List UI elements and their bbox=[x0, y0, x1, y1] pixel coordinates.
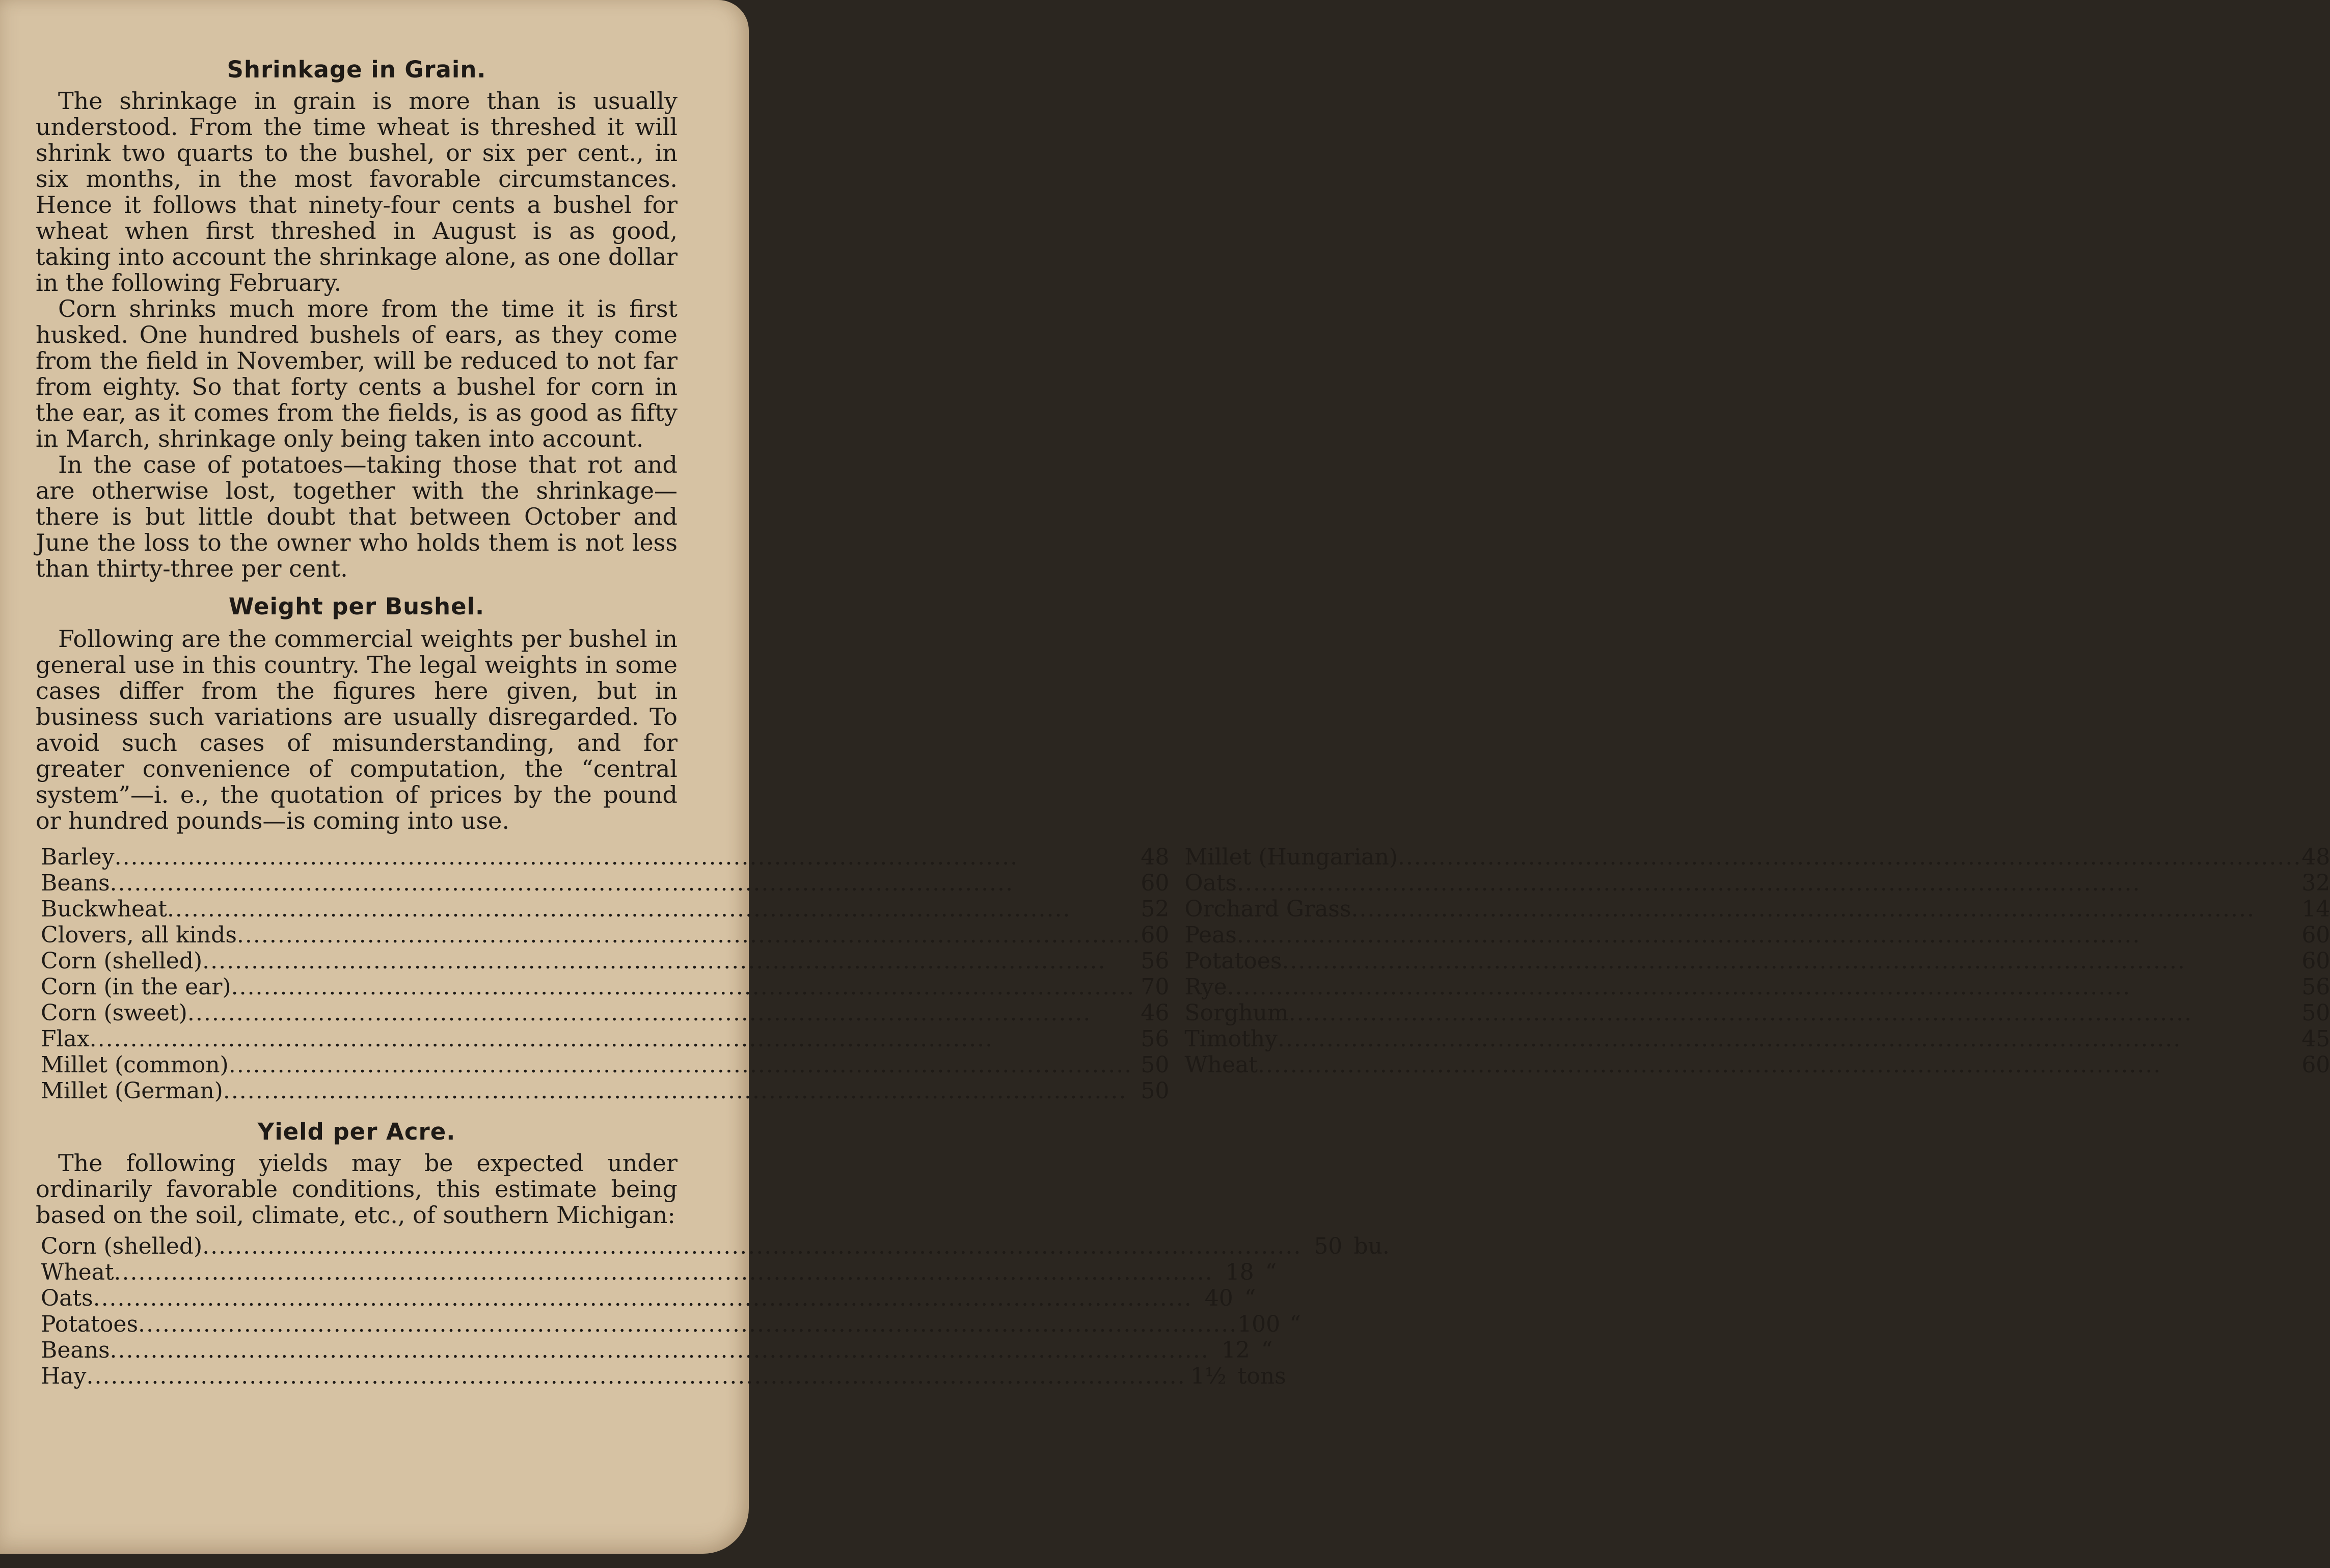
leader-dots bbox=[231, 974, 1141, 1000]
weight-item-value: 32 bbox=[2301, 870, 2330, 896]
weight-item-value: 60 bbox=[1141, 870, 1170, 896]
yield-item-name: Hay bbox=[41, 1363, 87, 1389]
weight-row bbox=[41, 922, 1169, 948]
yield-item-unit: bu. bbox=[1353, 1233, 1390, 1259]
weight-item-name: Millet (common) bbox=[41, 1052, 229, 1078]
yield-item-unit: “ bbox=[1265, 1259, 1277, 1285]
weight-item-value: 50 bbox=[1141, 1052, 1170, 1078]
leader-dots bbox=[237, 922, 1141, 948]
weight-item-value: 50 bbox=[1141, 1078, 1170, 1104]
leader-dots bbox=[115, 844, 1141, 870]
weight-row bbox=[41, 948, 1169, 974]
weight-item-name: Sorghum bbox=[1184, 1000, 1289, 1026]
weight-item-value: 14 bbox=[2301, 896, 2330, 922]
yield-item-qty: 40 bbox=[1204, 1285, 1233, 1311]
leader-dots bbox=[90, 1026, 1141, 1052]
leader-dots bbox=[1237, 870, 2301, 896]
weight-item-value: 48 bbox=[1141, 844, 1170, 870]
yield-row bbox=[41, 1311, 1301, 1337]
shrinkage-paragraph-2: Corn shrinks much more from the time it is first husked. One hundred bushels of ears, as they come from the field in November, will be reduced to not far from eighty. So that forty cents a bushel for corn in the ear, as it comes from the fields, is as good as fifty in March, shrinkage only being taken into account. bbox=[36, 295, 678, 452]
weight-row bbox=[1184, 1052, 2330, 1078]
yield-item-name: Potatoes bbox=[41, 1311, 139, 1337]
weight-row bbox=[41, 844, 1169, 870]
shrinkage-paragraph-3: In the case of potatoes—taking those that rot and are otherwise lost, together with the shrinkage—there is but little doubt that between October and June the loss to the owner who holds them is not less than thirty-three per cent. bbox=[36, 451, 678, 582]
weight-row bbox=[41, 974, 1169, 1000]
section-title-shrinkage: Shrinkage in Grain. bbox=[227, 56, 486, 83]
weight-item-value: 50 bbox=[2301, 1000, 2330, 1026]
weight-table bbox=[41, 844, 2330, 1104]
weight-row bbox=[1184, 870, 2330, 896]
weight-item-name: Beans bbox=[41, 870, 110, 896]
shrinkage-paragraph-1: The shrinkage in grain is more than is usually understood. From the time wheat is threshed it will shrink two quarts to the bushel, or six per cent., in six months, in the most favorable circumstances. Hence it follows that ninety-four cents a bushel for wheat when first threshed in August is as good, taking into account the shrinkage alone, as one dollar in the following February. bbox=[36, 87, 678, 296]
yield-item-qty: 50 bbox=[1314, 1233, 1343, 1259]
yield-item-qty: 1½ bbox=[1190, 1363, 1227, 1389]
leader-dots bbox=[86, 1363, 1185, 1389]
weight-item-value: 60 bbox=[1141, 922, 1170, 948]
leader-dots bbox=[93, 1285, 1193, 1311]
weight-row bbox=[41, 1026, 1169, 1052]
weight-item-name: Potatoes bbox=[1184, 948, 1282, 974]
leader-dots bbox=[1258, 1052, 2301, 1078]
leader-dots bbox=[202, 1233, 1302, 1259]
weight-item-name: Peas bbox=[1184, 922, 1237, 948]
weight-item-name: Millet (German) bbox=[41, 1078, 223, 1104]
weight-row bbox=[1184, 1026, 2330, 1052]
leader-dots bbox=[1227, 974, 2302, 1000]
yield-table bbox=[41, 1233, 1390, 1389]
weight-item-name: Wheat bbox=[1184, 1052, 1258, 1078]
yield-row bbox=[41, 1259, 1277, 1285]
leader-dots bbox=[202, 948, 1141, 974]
weight-item-value: 56 bbox=[2301, 974, 2330, 1000]
leader-dots bbox=[1398, 844, 2301, 870]
weight-row bbox=[41, 870, 1169, 896]
weight-item-value: 70 bbox=[1141, 974, 1170, 1000]
page-content bbox=[36, 56, 2330, 1389]
weight-row bbox=[1184, 922, 2330, 948]
weight-item-name: Orchard Grass bbox=[1184, 896, 1351, 922]
yield-paragraph: The following yields may be expected under ordinarily favorable conditions, this estimate being based on the soil, climate, etc., of southern Michigan: bbox=[36, 1149, 678, 1229]
leader-dots bbox=[1351, 896, 2301, 922]
weight-row bbox=[41, 1000, 1169, 1026]
yield-row bbox=[41, 1233, 1390, 1259]
weight-column-left bbox=[41, 844, 1169, 1104]
yield-item-qty: 12 bbox=[1221, 1337, 1250, 1363]
leader-dots bbox=[1278, 1026, 2301, 1052]
yield-item-qty: 100 bbox=[1237, 1311, 1281, 1337]
weight-item-name: Flax bbox=[41, 1026, 90, 1052]
leader-dots bbox=[223, 1078, 1141, 1104]
weight-item-value: 56 bbox=[1141, 1026, 1170, 1052]
weight-row bbox=[1184, 896, 2330, 922]
weight-row bbox=[41, 1052, 1169, 1078]
yield-item-unit: “ bbox=[1244, 1285, 1256, 1311]
weight-item-value: 60 bbox=[2301, 922, 2330, 948]
section-title-weight: Weight per Bushel. bbox=[228, 593, 485, 620]
leader-dots bbox=[110, 870, 1141, 896]
weight-item-name: Buckwheat bbox=[41, 896, 167, 922]
weight-item-value: 52 bbox=[1141, 896, 1170, 922]
weight-item-value: 46 bbox=[1141, 1000, 1170, 1026]
leader-dots bbox=[1282, 948, 2301, 974]
weight-item-name: Corn (shelled) bbox=[41, 948, 203, 974]
yield-row bbox=[41, 1337, 1273, 1363]
weight-paragraph: Following are the commercial weights per bushel in general use in this country. The legal weights in some cases differ from the figures here given, but in business such variations are usually disregarded. To avoid such cases of misunderstanding, and for greater convenience of computation, the “central system”—i. e., the quotation of prices by the pound or hundred pounds—is coming into use. bbox=[36, 625, 678, 834]
yield-item-unit: tons bbox=[1237, 1363, 1286, 1389]
section-title-yield: Yield per Acre. bbox=[257, 1118, 456, 1145]
yield-item-name: Beans bbox=[41, 1337, 110, 1363]
yield-item-name: Oats bbox=[41, 1285, 93, 1311]
yield-row bbox=[41, 1285, 1256, 1311]
weight-item-name: Corn (sweet) bbox=[41, 1000, 187, 1026]
leader-dots bbox=[1237, 922, 2301, 948]
yield-item-name: Corn (shelled) bbox=[41, 1233, 203, 1259]
weight-row bbox=[41, 896, 1169, 922]
weight-row bbox=[1184, 1000, 2330, 1026]
weight-item-value: 56 bbox=[1141, 948, 1170, 974]
leader-dots bbox=[187, 1000, 1141, 1026]
weight-item-name: Barley bbox=[41, 844, 115, 870]
yield-item-unit: “ bbox=[1261, 1337, 1273, 1363]
weight-item-name: Timothy bbox=[1184, 1026, 1278, 1052]
weight-item-name: Millet (Hungarian) bbox=[1184, 844, 1398, 870]
leader-dots bbox=[1289, 1000, 2302, 1026]
leader-dots bbox=[114, 1259, 1213, 1285]
weight-column-right bbox=[1184, 844, 2330, 1104]
weight-item-name: Clovers, all kinds bbox=[41, 922, 237, 948]
weight-row bbox=[1184, 844, 2330, 870]
yield-item-unit: “ bbox=[1289, 1311, 1301, 1337]
leader-dots bbox=[138, 1311, 1237, 1337]
leader-dots bbox=[229, 1052, 1141, 1078]
leader-dots bbox=[110, 1337, 1209, 1363]
weight-item-value: 48 bbox=[2301, 844, 2330, 870]
weight-row bbox=[1184, 948, 2330, 974]
weight-item-value: 45 bbox=[2301, 1026, 2330, 1052]
yield-item-name: Wheat bbox=[41, 1259, 114, 1285]
weight-item-value: 60 bbox=[2301, 1052, 2330, 1078]
weight-item-name: Rye bbox=[1184, 974, 1227, 1000]
leader-dots bbox=[167, 896, 1141, 922]
weight-item-name: Oats bbox=[1184, 870, 1237, 896]
yield-row bbox=[41, 1363, 1286, 1389]
weight-row bbox=[41, 1078, 1169, 1104]
weight-item-value: 60 bbox=[2301, 948, 2330, 974]
weight-row bbox=[1184, 974, 2330, 1000]
yield-item-qty: 18 bbox=[1225, 1259, 1254, 1285]
weight-item-name: Corn (in the ear) bbox=[41, 974, 231, 1000]
